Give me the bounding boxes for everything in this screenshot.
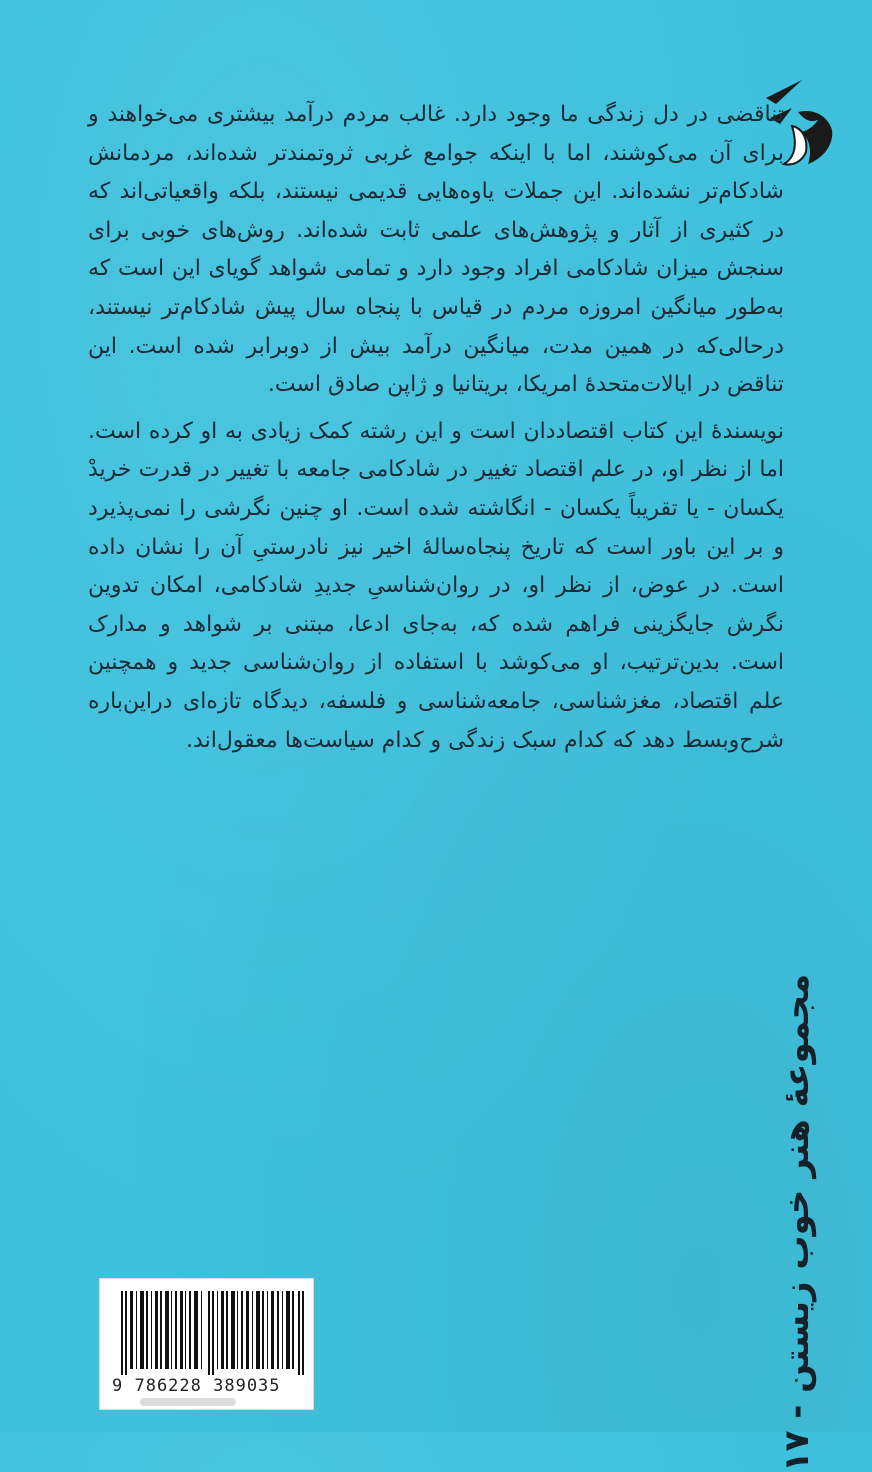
blurb-text: [88, 96, 784, 760]
series-title-text: مجموعهٔ هنر خوب زیستن - ۱۷: [777, 973, 818, 1472]
series-title: [752, 973, 842, 1472]
barcode: [99, 1278, 314, 1410]
barcode-number: 9 786228 389035: [112, 1376, 281, 1396]
barcode-bar-group: [121, 1291, 304, 1375]
blurb-paragraph-1: تناقضی در دل زندگی ما وجود دارد. غالب مردم درآمد بیشتری می‌خواهند و برای آن می‌کوشند، اما با اینکه جوامع غربی ثروتمندتر شده‌اند، مردمانش شادکام‌تر نشده‌اند. این جملات یاوه‌هایی قدیمی نیستند، بلکه واقعیاتی‌اند که در کثیری از آثار و پژوهش‌های علمی ثابت شده‌اند. روش‌های خوبی برای سنجش میزان شادکامی افراد وجود دارد و تمامی شواهد گویای این است که به‌طور میانگین امروزه مردم در قیاس با پنجاه سال پیش شادکام‌تر نیستند، درحالی‌که در همین مدت، میانگین درآمد بیش از دوبرابر شده است. این تناقض در ایالات‌متحدهٔ امریکا، بریتانیا و ژاپن صادق است.: [88, 102, 784, 398]
blurb-paragraph-2: نویسندهٔ این کتاب اقتصاددان است و این رشته کمک زیادی به او کرده است. اما از نظر او، در علم اقتصاد تغییر در شادکامی جامعه با تغییر در قدرت خریدْ یکسان - یا تقریباً یکسان - انگاشته شده است. او چنین نگرشی را نمی‌پذیرد و بر این باور است که تاریخ پنجاه‌سالهٔ اخیر نیز نادرستیِ آن را نشان داده است. در عوض، از نظر او، در روان‌شناسیِ جدیدِ شادکامی، امکان تدوین نگرش جایگزینی فراهم شده که، به‌جای ادعا، مبتنی بر شواهد و مدارک است. بدین‌ترتیب، او می‌کوشد با استفاده از روان‌شناسی جدید و همچنین علم اقتصاد، مغزشناسی، جامعه‌شناسی و فلسفه، دیدگاه تازه‌ای دراین‌باره شرح‌وبسط دهد که کدام سبک زندگی و کدام سیاست‌ها معقول‌اند.: [88, 418, 784, 753]
barcode-bars: [121, 1291, 304, 1375]
sticker-residue: [140, 1398, 236, 1406]
